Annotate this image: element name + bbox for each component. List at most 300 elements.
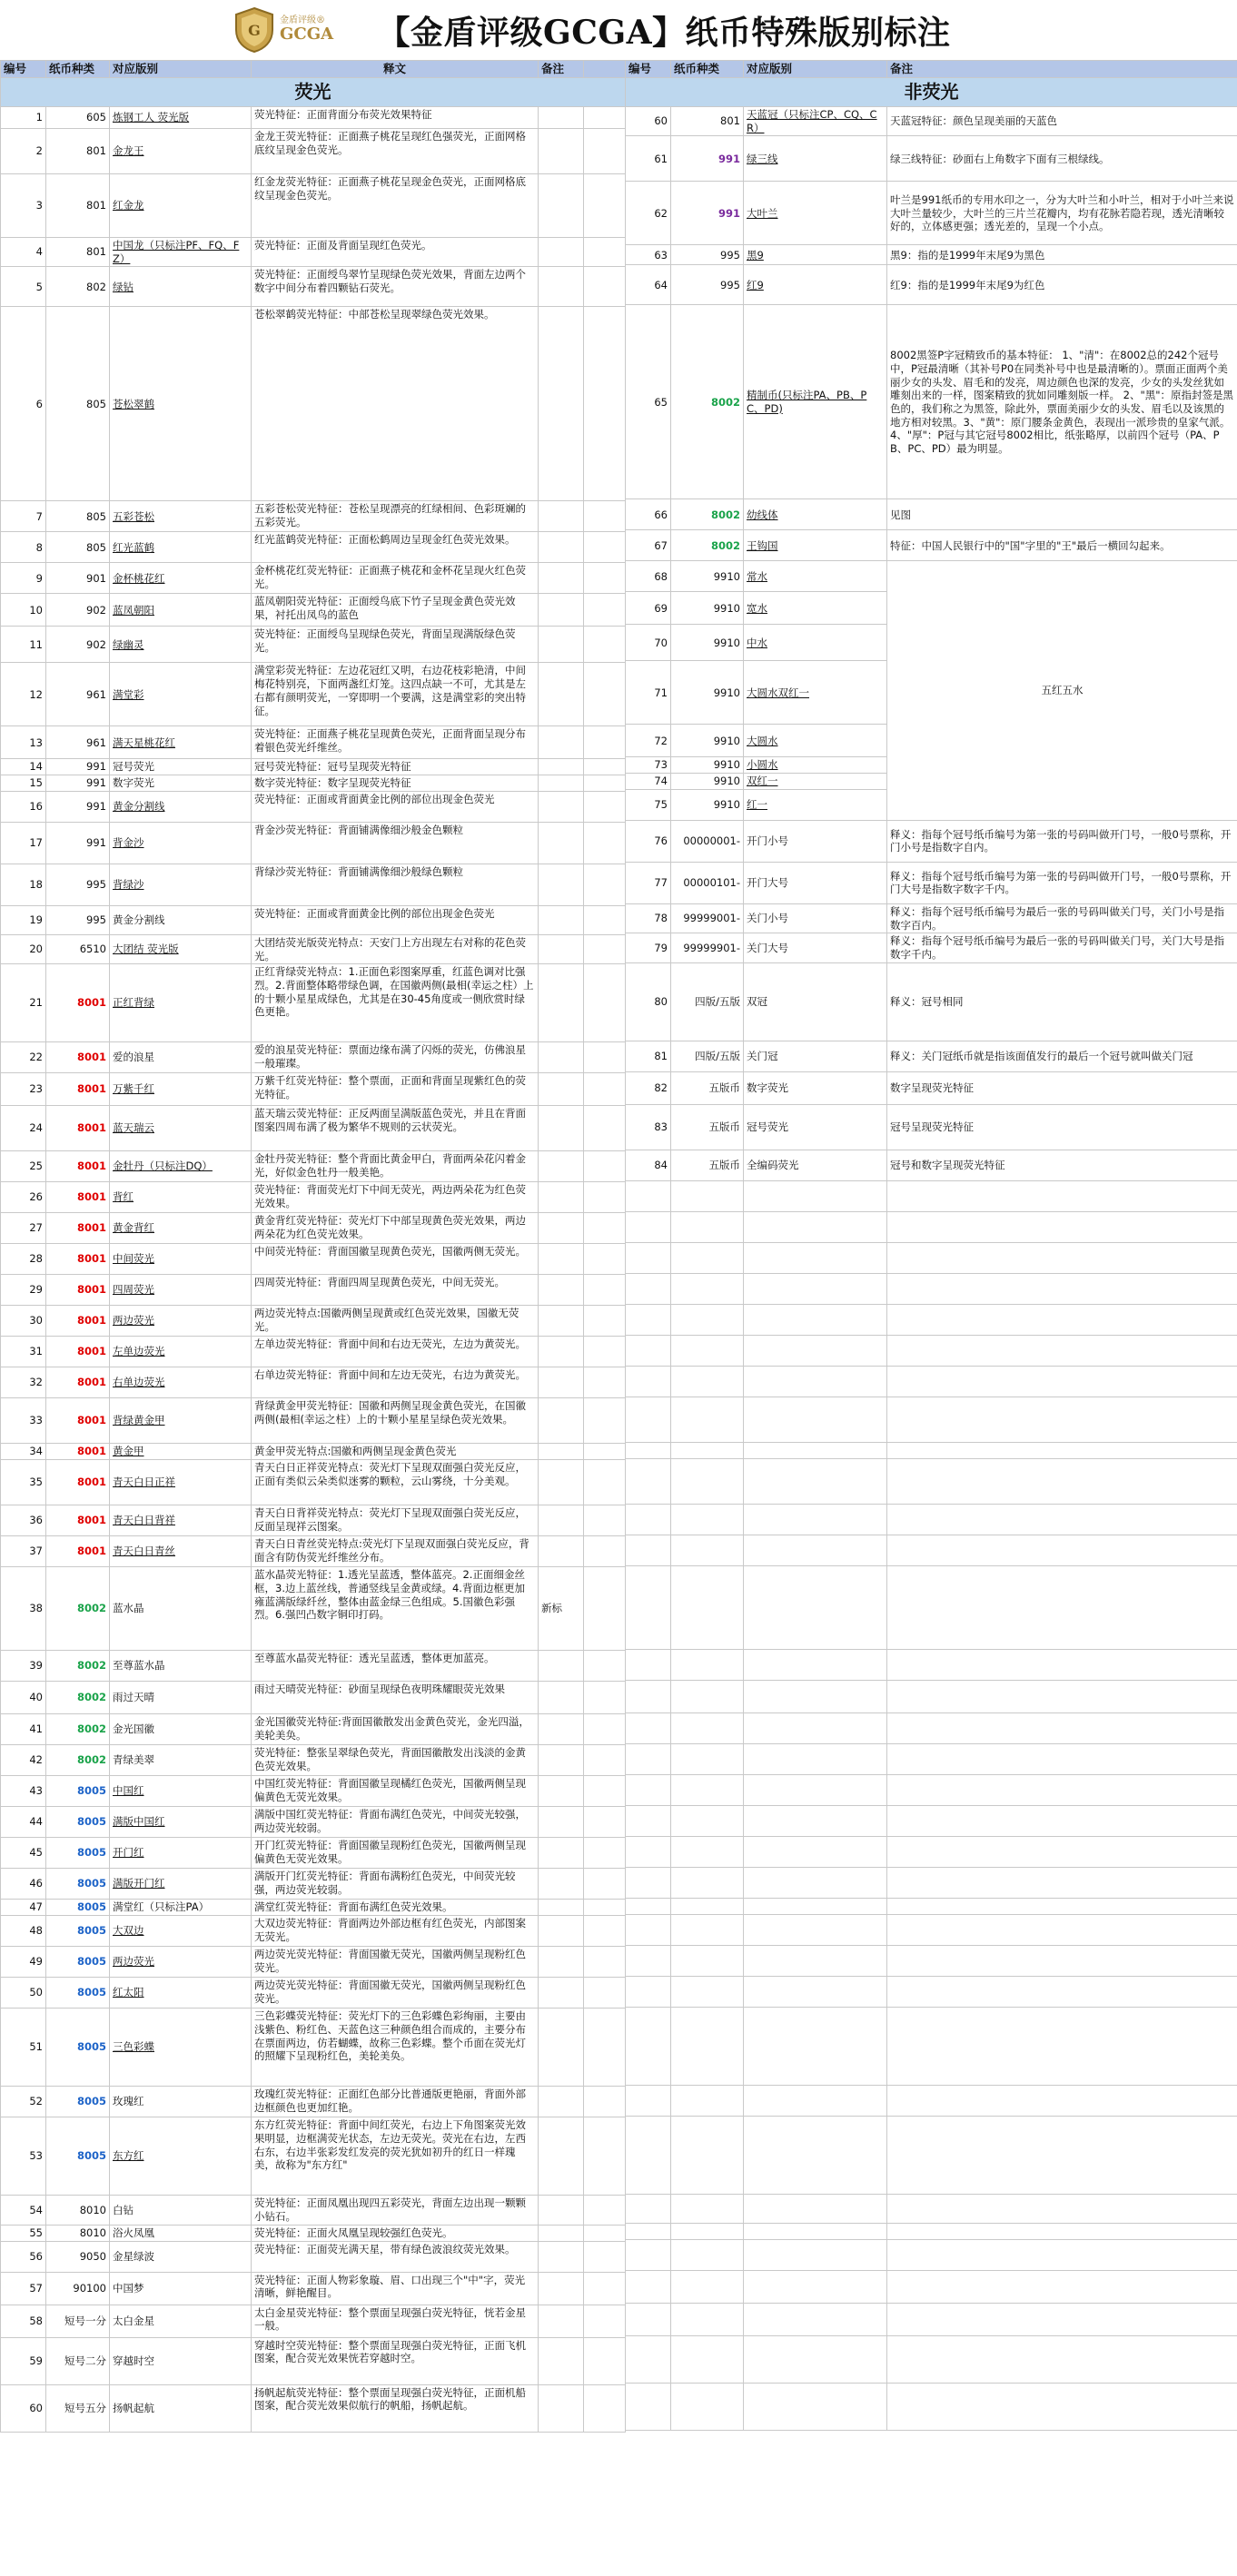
non-fluorescent-table [625, 60, 1237, 2431]
empty-row [626, 2223, 1237, 2239]
spacer-cell [584, 905, 626, 934]
empty-cell [744, 2223, 887, 2239]
spacer-cell [584, 1682, 626, 1714]
currency-type: 6510 [46, 934, 110, 963]
row-number: 76 [626, 820, 671, 862]
empty-cell [744, 1898, 887, 1914]
row-number: 31 [1, 1337, 46, 1367]
spacer-cell [584, 1213, 626, 1244]
description: 满堂红荧光特征：背面布满红色荧光效果。 [252, 1900, 539, 1916]
currency-type: 9910 [671, 561, 744, 592]
row-number: 30 [1, 1306, 46, 1337]
empty-cell [744, 1180, 887, 1211]
col-header-spacer [584, 61, 626, 78]
description: 青天白日青丝荧光特点:荧光灯下呈现双面强白荧光反应，背面含有防伪荧光纤维丝分布。 [252, 1536, 539, 1567]
row-number: 80 [626, 962, 671, 1041]
empty-cell [887, 1304, 1237, 1335]
spacer-cell [584, 2008, 626, 2087]
version-name: 左单边荧光 [110, 1337, 252, 1367]
version-name: 红光蓝鹤 [110, 532, 252, 563]
currency-type: 8001 [46, 1106, 110, 1151]
version-name: 爱的浪星 [110, 1042, 252, 1073]
note [539, 627, 584, 663]
note [539, 307, 584, 501]
table-row [626, 933, 1237, 962]
table-row [1, 822, 626, 864]
version-name: 宽水 [744, 592, 887, 625]
note [539, 563, 584, 594]
version-name: 大双边 [110, 1916, 252, 1947]
merged-note-five-red-five-water: 五红五水 [887, 561, 1237, 820]
row-number: 32 [1, 1367, 46, 1398]
spacer-cell [584, 934, 626, 963]
table-row [1, 1444, 626, 1460]
empty-cell [887, 2194, 1237, 2223]
row-number: 22 [1, 1042, 46, 1073]
empty-cell [744, 1535, 887, 1565]
row-number: 56 [1, 2241, 46, 2272]
spacer-cell [584, 726, 626, 759]
note [539, 864, 584, 905]
empty-row [626, 1180, 1237, 1211]
row-number: 11 [1, 627, 46, 663]
empty-row [626, 1442, 1237, 1458]
empty-row [626, 2007, 1237, 2085]
description: 开门红荧光特征：背面国徽呈现粉红色荧光，国徽两侧呈现偏黄色无荧光效果。 [252, 1838, 539, 1869]
version-name: 金光国徽 [110, 1714, 252, 1745]
spacer-cell [584, 1073, 626, 1106]
empty-cell [887, 1366, 1237, 1397]
empty-cell [887, 1458, 1237, 1504]
row-number: 57 [1, 2272, 46, 2305]
version-name: 关门小号 [744, 903, 887, 933]
currency-type: 8001 [46, 1337, 110, 1367]
row-number: 16 [1, 791, 46, 822]
currency-type: 8002 [46, 1651, 110, 1682]
row-number: 34 [1, 1444, 46, 1460]
row-number: 67 [626, 530, 671, 561]
fluorescent-table [0, 60, 626, 2433]
table-row [1, 1106, 626, 1151]
version-name: 背绿沙 [110, 864, 252, 905]
row-number: 26 [1, 1182, 46, 1213]
table-row [1, 1337, 626, 1367]
version-name: 中间荧光 [110, 1244, 252, 1275]
empty-row [626, 1805, 1237, 1836]
currency-type: 8001 [46, 1213, 110, 1244]
spacer-cell [584, 307, 626, 501]
row-number: 9 [1, 563, 46, 594]
empty-cell [671, 2116, 744, 2194]
version-name: 常水 [744, 561, 887, 592]
empty-cell [671, 1743, 744, 1774]
currency-type: 8005 [46, 2087, 110, 2117]
version-name: 两边荧光 [110, 1306, 252, 1337]
empty-cell [626, 1458, 671, 1504]
spacer-cell [584, 1151, 626, 1182]
version-name: 天蓝冠（只标注CP、CQ、CR） [744, 107, 887, 136]
empty-cell [671, 1304, 744, 1335]
empty-cell [744, 2116, 887, 2194]
version-name: 王钩国 [744, 530, 887, 561]
row-number: 37 [1, 1536, 46, 1567]
version-name: 大圆水 [744, 725, 887, 757]
version-name: 金星绿波 [110, 2241, 252, 2272]
table-row [1, 1275, 626, 1306]
empty-cell [626, 1565, 671, 1649]
empty-cell [887, 1976, 1237, 2007]
empty-cell [744, 1565, 887, 1649]
table-row [1, 563, 626, 594]
empty-cell [626, 1836, 671, 1867]
version-name: 黄金分割线 [110, 791, 252, 822]
currency-type: 901 [46, 563, 110, 594]
row-number: 20 [1, 934, 46, 963]
empty-cell [671, 1649, 744, 1680]
note: 释义：指每个冠号纸币编号为第一张的号码叫做开门号，一般0号票称，开门小号是指数字自内。 [887, 820, 1237, 862]
row-number: 27 [1, 1213, 46, 1244]
col-header-no: 编号 [1, 61, 46, 78]
empty-row [626, 2303, 1237, 2335]
table-row [1, 1682, 626, 1714]
row-number: 52 [1, 2087, 46, 2117]
version-name: 数字荧光 [744, 1071, 887, 1104]
version-name: 黄金背红 [110, 1213, 252, 1244]
empty-cell [626, 2303, 671, 2335]
description: 荧光特征：正面或背面黄金比例的部位出现金色荧光 [252, 905, 539, 934]
version-name: 青天白日青丝 [110, 1536, 252, 1567]
row-number: 62 [626, 182, 671, 245]
note: 红9：指的是1999年末尾9为红色 [887, 265, 1237, 305]
note: 释义：冠号相同 [887, 962, 1237, 1041]
version-name: 炼钢工人 荧光版 [110, 107, 252, 129]
table-row [1, 2196, 626, 2225]
description: 蓝水晶荧光特征：1.透光呈蓝透，整体蓝亮。2.正面细金丝框，3.边上蓝丝线，普通竖线呈金黄或绿。4.背面边框更加雍蓝满版绿纤丝，整体由蓝金绿三色组成。5.国徽色彩强烈。6.强凹凸数字铜印打码。 [252, 1567, 539, 1651]
description: 背金沙荧光特征：背面铺满像细沙般金色颗粒 [252, 822, 539, 864]
empty-cell [671, 1504, 744, 1535]
currency-type: 991 [46, 791, 110, 822]
empty-cell [671, 2007, 744, 2085]
row-number: 41 [1, 1714, 46, 1745]
empty-cell [887, 1211, 1237, 1242]
version-name: 扬帆起航 [110, 2384, 252, 2432]
spacer-cell [584, 1042, 626, 1073]
table-row [626, 182, 1237, 245]
description: 爱的浪星荧光特征：票面边缘布满了闪烁的荧光，仿佛浪星一般璀璨。 [252, 1042, 539, 1073]
version-name: 五彩苍松 [110, 501, 252, 532]
empty-row [626, 1242, 1237, 1273]
version-name: 黄金甲 [110, 1444, 252, 1460]
spacer-cell [584, 1651, 626, 1682]
description: 三色彩蝶荧光特征：荧光灯下的三色彩蝶色彩绚丽，主要由浅紫色、粉红色、天蓝色这三种颜色组合而成的，主要分布在票面两边，仿若蝴蝶，故称三色彩蝶。整个币面在荧光灯的照耀下呈现粉红色，美轮美奂。 [252, 2008, 539, 2087]
version-name: 四周荧光 [110, 1275, 252, 1306]
empty-cell [671, 1180, 744, 1211]
row-number: 28 [1, 1244, 46, 1275]
page-header [0, 0, 1237, 60]
version-name: 满版开门红 [110, 1869, 252, 1900]
spacer-cell [584, 1106, 626, 1151]
empty-cell [626, 2335, 671, 2383]
note [539, 238, 584, 267]
empty-row [626, 1565, 1237, 1649]
description: 青天白日正祥荧光特点：荧光灯下呈现双面强白荧光反应，正面有类似云朵类似迷雾的颗粒，云山雾绕，十分美观。 [252, 1460, 539, 1505]
note [539, 532, 584, 563]
note: 叶兰是991纸币的专用水印之一，分为大叶兰和小叶兰，相对于小叶兰来说大叶兰量较少，大叶兰的三片兰花瓣内，均有花脉若隐若现，透光清晰较好的，立体感更强；透光差的，呈现一个小点。 [887, 182, 1237, 245]
table-row [626, 305, 1237, 499]
row-number: 21 [1, 964, 46, 1042]
table-row [626, 136, 1237, 182]
currency-type: 8001 [46, 964, 110, 1042]
empty-cell [626, 1366, 671, 1397]
empty-cell [626, 1914, 671, 1945]
currency-type: 8001 [46, 1073, 110, 1106]
currency-type: 902 [46, 627, 110, 663]
empty-cell [671, 2239, 744, 2270]
empty-cell [626, 1898, 671, 1914]
empty-cell [626, 1805, 671, 1836]
empty-row [626, 1976, 1237, 2007]
empty-cell [671, 1836, 744, 1867]
note: 黑9：指的是1999年末尾9为黑色 [887, 245, 1237, 265]
note [539, 2225, 584, 2241]
section-row-fluorescent [1, 78, 626, 107]
version-name: 大叶兰 [744, 182, 887, 245]
empty-cell [887, 2335, 1237, 2383]
row-number: 64 [626, 265, 671, 305]
currency-type: 8005 [46, 1807, 110, 1838]
table-row [1, 2225, 626, 2241]
description: 冠号荧光特征：冠号呈现荧光特征 [252, 759, 539, 775]
row-number: 25 [1, 1151, 46, 1182]
note [539, 1460, 584, 1505]
currency-type: 8002 [46, 1745, 110, 1776]
empty-cell [887, 2383, 1237, 2430]
table-row [1, 107, 626, 129]
currency-type: 961 [46, 663, 110, 726]
empty-cell [671, 2335, 744, 2383]
table-row [1, 267, 626, 307]
note [539, 2241, 584, 2272]
row-number: 24 [1, 1106, 46, 1151]
note [539, 2272, 584, 2305]
empty-cell [671, 1898, 744, 1914]
row-number: 58 [1, 2305, 46, 2337]
empty-cell [671, 1565, 744, 1649]
empty-cell [744, 1712, 887, 1743]
note [539, 1367, 584, 1398]
note [539, 129, 584, 174]
currency-type: 8005 [46, 1900, 110, 1916]
description: 红金龙荧光特征：正面燕子桃花呈现金色荧光，正面网格底纹呈现金色荧光。 [252, 174, 539, 238]
row-number: 47 [1, 1900, 46, 1916]
description: 满版中国红荧光特征：背面布满红色荧光，中间荧光较强，两边荧光较弱。 [252, 1807, 539, 1838]
empty-row [626, 1304, 1237, 1335]
empty-cell [887, 1867, 1237, 1898]
empty-row [626, 1898, 1237, 1914]
note [539, 1682, 584, 1714]
currency-type: 605 [46, 107, 110, 129]
version-name: 红太阳 [110, 1978, 252, 2008]
version-name: 满堂红（只标注PA） [110, 1900, 252, 1916]
spacer-cell [584, 107, 626, 129]
row-number: 65 [626, 305, 671, 499]
description: 左单边荧光特征：背面中间和右边无荧光，左边为黄荧光。 [252, 1337, 539, 1367]
row-number: 79 [626, 933, 671, 962]
currency-type: 8002 [671, 305, 744, 499]
description: 正红背绿荧光特点：1.正面色彩图案厚重，红蓝色调对比强烈。2.背面整体略带绿色调，在国徽两侧(最相(幸运之柱）上的十颗小星星成绿色，尤其是在30-45角度或一侧欣赏时绿色更艳。 [252, 964, 539, 1042]
description: 右单边荧光特征：背面中间和左边无荧光，右边为黄荧光。 [252, 1367, 539, 1398]
section-label-non-fluorescent: 非荧光 [626, 78, 1237, 107]
empty-cell [744, 1680, 887, 1712]
table-row [1, 501, 626, 532]
empty-cell [887, 1242, 1237, 1273]
note [539, 1398, 584, 1444]
empty-cell [744, 1211, 887, 1242]
empty-cell [887, 1565, 1237, 1649]
empty-cell [626, 1304, 671, 1335]
table-row [1, 2384, 626, 2432]
currency-type: 801 [46, 129, 110, 174]
empty-cell [671, 1458, 744, 1504]
row-number: 53 [1, 2117, 46, 2196]
row-number: 73 [626, 757, 671, 774]
version-name: 白钻 [110, 2196, 252, 2225]
row-number: 6 [1, 307, 46, 501]
version-name: 雨过天晴 [110, 1682, 252, 1714]
currency-type: 8005 [46, 1916, 110, 1947]
empty-cell [671, 1805, 744, 1836]
note: 数字呈现荧光特征 [887, 1071, 1237, 1104]
empty-row [626, 2116, 1237, 2194]
table-row [1, 2272, 626, 2305]
spacer-cell [584, 2196, 626, 2225]
note [539, 1869, 584, 1900]
note [539, 267, 584, 307]
empty-cell [671, 2270, 744, 2303]
description: 太白金星荧光特征：整个票面呈现强白荧光特征，恍若金星一般。 [252, 2305, 539, 2337]
empty-cell [887, 1649, 1237, 1680]
note [539, 1244, 584, 1275]
row-number: 15 [1, 775, 46, 792]
empty-row [626, 2383, 1237, 2430]
version-name: 穿越时空 [110, 2337, 252, 2384]
note [539, 1978, 584, 2008]
left-header-row [1, 61, 626, 78]
empty-cell [887, 2007, 1237, 2085]
currency-type: 9910 [671, 789, 744, 820]
currency-type: 995 [671, 245, 744, 265]
row-number: 35 [1, 1460, 46, 1505]
description: 金龙王荧光特征：正面燕子桃花呈现红色强荧光，正面网格底纹呈现金色荧光。 [252, 129, 539, 174]
empty-cell [744, 2383, 887, 2430]
currency-type: 9910 [671, 592, 744, 625]
note [539, 2384, 584, 2432]
description: 大团结荧光版荧光特点：天安门上方出现左右对称的花色荧光。 [252, 934, 539, 963]
note [539, 1106, 584, 1151]
version-name: 苍松翠鹤 [110, 307, 252, 501]
row-number: 55 [1, 2225, 46, 2241]
empty-cell [887, 2085, 1237, 2116]
version-name: 精制币(只标注PA、PB、PC、PD) [744, 305, 887, 499]
row-number: 10 [1, 594, 46, 627]
description: 蓝天瑞云荧光特征：正反两面呈满版蓝色荧光，并且在背面图案四周布满了极为繁华不规则的云状荧光。 [252, 1106, 539, 1151]
description: 四周荧光特征：背面四周呈现黄色荧光，中间无荧光。 [252, 1275, 539, 1306]
row-number: 71 [626, 661, 671, 725]
description: 金杯桃花红荧光特征：正面燕子桃花和金杯花呈现火红色荧光。 [252, 563, 539, 594]
empty-cell [887, 1180, 1237, 1211]
currency-type: 99999901- [671, 933, 744, 962]
table-row [1, 1838, 626, 1869]
currency-type: 805 [46, 501, 110, 532]
row-number: 33 [1, 1398, 46, 1444]
version-name: 三色彩蝶 [110, 2008, 252, 2087]
empty-cell [744, 1743, 887, 1774]
note: 天蓝冠特征：颜色呈现美丽的天蓝色 [887, 107, 1237, 136]
version-name: 满版中国红 [110, 1807, 252, 1838]
empty-cell [671, 1774, 744, 1805]
description: 五彩苍松荧光特征：苍松呈现漂亮的红绿相间、色彩斑斓的五彩荧光。 [252, 501, 539, 532]
row-number: 60 [626, 107, 671, 136]
empty-row [626, 2239, 1237, 2270]
empty-cell [626, 2239, 671, 2270]
description: 万紫千红荧光特征：整个票面，正面和背面呈现紫红色的荧光特征。 [252, 1073, 539, 1106]
version-name: 背金沙 [110, 822, 252, 864]
version-name: 冠号荧光 [744, 1104, 887, 1150]
table-row [1, 2305, 626, 2337]
currency-type: 8005 [46, 2117, 110, 2196]
description: 荧光特征：正面燕子桃花呈现黄色荧光，正面背面呈现分布着银色荧光纤维丝。 [252, 726, 539, 759]
empty-cell [744, 2335, 887, 2383]
table-row [1, 627, 626, 663]
note: 释义：指每个冠号纸币编号为第一张的号码叫做开门号，一般0号票称，开门大号是指数字数字千内。 [887, 862, 1237, 903]
empty-cell [626, 1774, 671, 1805]
empty-cell [887, 1774, 1237, 1805]
table-row [1, 1916, 626, 1947]
version-name: 冠号荧光 [110, 759, 252, 775]
empty-cell [626, 1712, 671, 1743]
empty-row [626, 1504, 1237, 1535]
table-row [1, 174, 626, 238]
empty-cell [626, 1442, 671, 1458]
empty-cell [626, 1976, 671, 2007]
version-name: 背绿黄金甲 [110, 1398, 252, 1444]
empty-cell [744, 1914, 887, 1945]
currency-type: 五版币 [671, 1071, 744, 1104]
currency-type: 961 [46, 726, 110, 759]
currency-type: 902 [46, 594, 110, 627]
table-row [1, 1536, 626, 1567]
empty-cell [671, 1273, 744, 1304]
currency-type: 五版币 [671, 1150, 744, 1180]
empty-cell [744, 1504, 887, 1535]
empty-cell [887, 1397, 1237, 1442]
row-number: 3 [1, 174, 46, 238]
empty-cell [887, 1898, 1237, 1914]
right-header-row [626, 61, 1237, 78]
currency-type: 9910 [671, 625, 744, 661]
description: 荧光特征：整张呈翠绿色荧光，背面国徽散发出浅淡的金黄色荧光效果。 [252, 1745, 539, 1776]
currency-type: 8002 [46, 1567, 110, 1651]
spacer-cell [584, 1745, 626, 1776]
currency-type: 801 [46, 174, 110, 238]
empty-row [626, 1397, 1237, 1442]
description: 荧光特征：正面背面分布荧光效果特征 [252, 107, 539, 129]
table-row [626, 862, 1237, 903]
table-row [1, 1213, 626, 1244]
spacer-cell [584, 2305, 626, 2337]
empty-cell [744, 2007, 887, 2085]
currency-type: 8001 [46, 1244, 110, 1275]
